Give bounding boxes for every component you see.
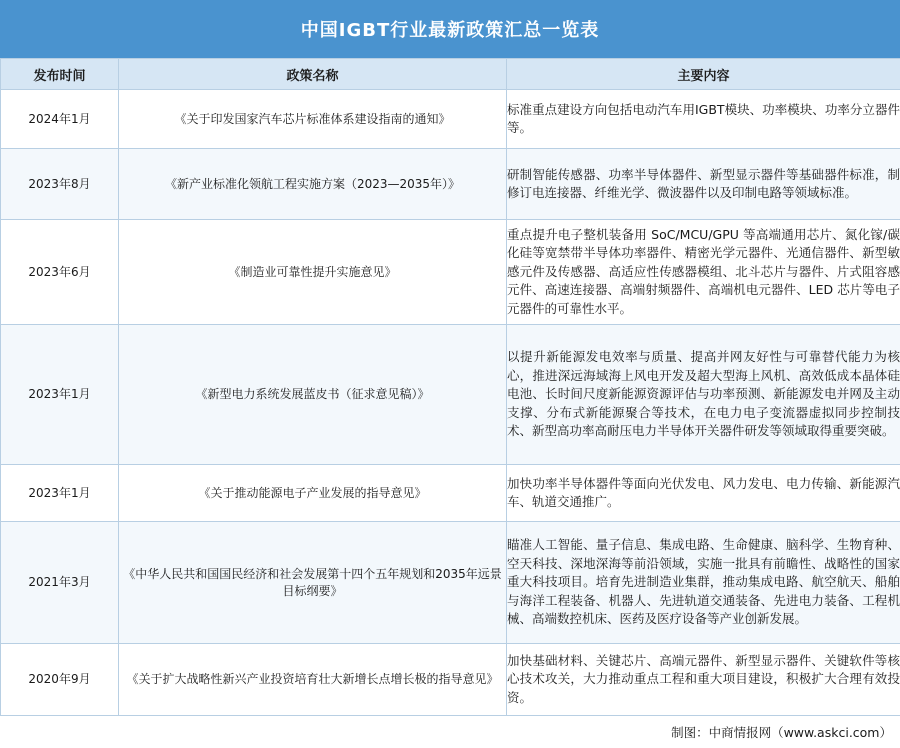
page-title: 中国IGBT行业最新政策汇总一览表 (0, 0, 900, 58)
row-policy-name: 《制造业可靠性提升实施意见》 (119, 220, 507, 325)
table-row (1, 149, 900, 220)
row-date: 2023年6月 (1, 220, 119, 325)
row-content: 加快功率半导体器件等面向光伏发电、风力发电、电力传输、新能源汽车、轨道交通推广。 (507, 465, 900, 522)
table-row (1, 220, 900, 325)
row-date: 2021年3月 (1, 522, 119, 644)
row-content: 加快基础材料、关键芯片、高端元器件、新型显示器件、关键软件等核心技术攻关，大力推动重点工程和重大项目建设，积极扩大合理有效投资。 (507, 644, 900, 716)
row-date: 2023年8月 (1, 149, 119, 220)
row-policy-name: 《新产业标准化领航工程实施方案（2023—2035年）》 (119, 149, 507, 220)
row-content: 重点提升电子整机装备用 SoC/MCU/GPU 等高端通用芯片、氮化镓/碳化硅等宽禁带半导体功率器件、精密光学元器件、光通信器件、新型敏感元件及传感器、高适应性传感器模组、北斗芯片与器件、片式阻容感元件、高速连接器、高端射频器件、高端机电元器件、LED 芯片等电子元器件的可靠性水平。 (507, 220, 900, 325)
header-date: 发布时间 (1, 59, 119, 90)
row-date: 2023年1月 (1, 325, 119, 465)
row-policy-name: 《中华人民共和国国民经济和社会发展第十四个五年规划和2035年远景目标纲要》 (119, 522, 507, 644)
table-row (1, 522, 900, 644)
row-date: 2024年1月 (1, 90, 119, 149)
header-policy-name: 政策名称 (119, 59, 507, 90)
table-row (1, 325, 900, 465)
row-content: 研制智能传感器、功率半导体器件、新型显示器件等基础器件标准，制修订电连接器、纤维光学、微波器件以及印制电路等领域标准。 (507, 149, 900, 220)
policy-table (0, 58, 900, 716)
row-policy-name: 《关于印发国家汽车芯片标准体系建设指南的通知》 (119, 90, 507, 149)
table-row (1, 644, 900, 716)
table-row (1, 465, 900, 522)
row-date: 2023年1月 (1, 465, 119, 522)
table-header-row (1, 59, 900, 90)
row-policy-name: 《关于推动能源电子产业发展的指导意见》 (119, 465, 507, 522)
table-row (1, 90, 900, 149)
row-content: 标准重点建设方向包括电动汽车用IGBT模块、功率模块、功率分立器件等。 (507, 90, 900, 149)
row-content: 瞄准人工智能、量子信息、集成电路、生命健康、脑科学、生物育种、空天科技、深地深海等前沿领域，实施一批具有前瞻性、战略性的国家重大科技项目。培育先进制造业集群，推动集成电路、航空航天、船舶与海洋工程装备、机器人、先进轨道交通装备、先进电力装备、工程机械、高端数控机床、医药及医疗设备等产业创新发展。 (507, 522, 900, 644)
header-content: 主要内容 (507, 59, 900, 90)
row-policy-name: 《新型电力系统发展蓝皮书（征求意见稿）》 (119, 325, 507, 465)
source-credit: 制图：中商情报网（www.askci.com） (671, 725, 892, 740)
row-policy-name: 《关于扩大战略性新兴产业投资培育壮大新增长点增长极的指导意见》 (119, 644, 507, 716)
row-date: 2020年9月 (1, 644, 119, 716)
row-content: 以提升新能源发电效率与质量、提高并网友好性与可靠替代能力为核心，推进深远海域海上风电开发及超大型海上风机、高效低成本晶体硅电池、长时间尺度新能源资源评估与功率预测、新能源发电并网及主动支撑、分布式新能源聚合等技术，在电力电子变流器虚拟同步控制技术、新型高功率高耐压电力半导体开关器件研发等领域取得重要突破。 (507, 325, 900, 465)
